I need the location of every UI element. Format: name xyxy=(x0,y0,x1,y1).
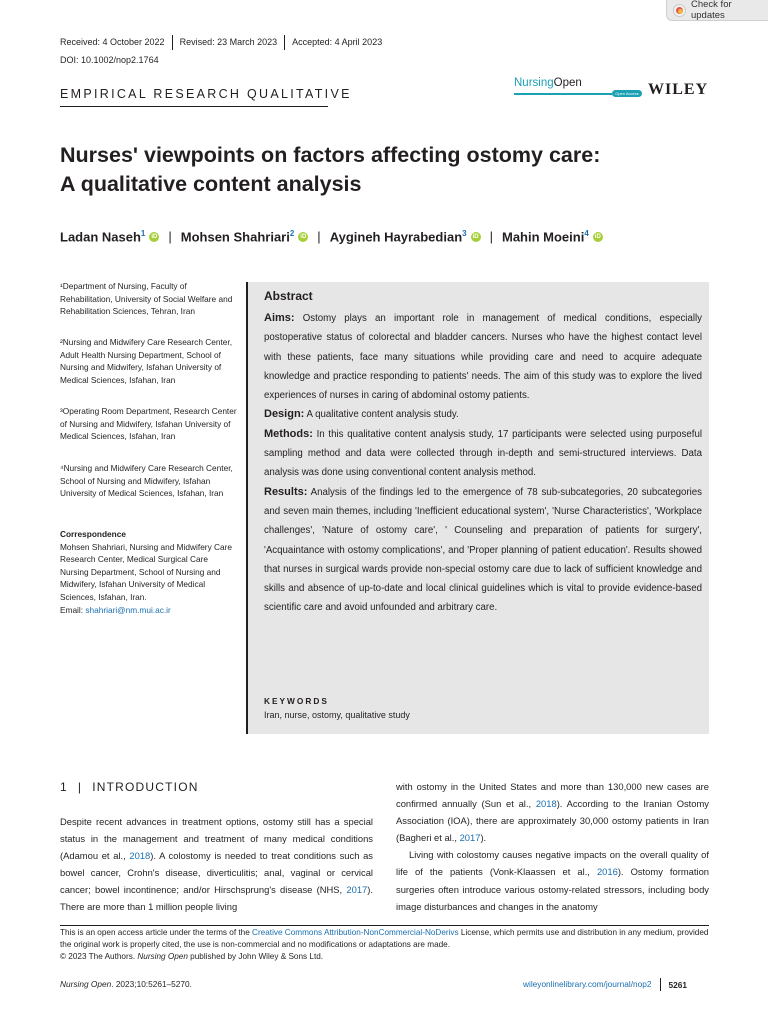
abstract-aims: Aims: Ostomy plays an important role in management of medical conditions, especially postoperative status of colorectal and bladder cancers. Nurses who have the highest contact level with these patients, face many situations while providing care and need to acquire adequate knowledge and practice responding to patients' needs. The aim of this study was to explore the lived experiences of nurses in caring of abdominal ostomy patients. xyxy=(264,312,702,402)
article-history xyxy=(60,35,389,50)
title-line-2: A qualitative content analysis xyxy=(60,172,362,196)
citation-link[interactable]: 2018 xyxy=(535,798,557,810)
abstract-design: Design: A qualitative content analysis study. xyxy=(264,408,459,421)
orcid-icon[interactable]: iD xyxy=(594,233,601,240)
keywords-list: Iran, nurse, ostomy, qualitative study xyxy=(264,710,410,720)
citation-link[interactable]: 2017 xyxy=(459,832,481,844)
article-title xyxy=(60,141,680,199)
correspondence-heading: Correspondence xyxy=(60,529,126,539)
body-column-left xyxy=(60,813,373,916)
correspondence-text: Mohsen Shahriari, Nursing and Midwifery Care Research Center, Medical Surgical Care Nursing Department, School of Nursing and Midwifery, Isfahan University of Medical Sciences, Isfahan, Iran. xyxy=(60,541,233,602)
article-type-label: EMPIRICAL RESEARCH QUALITATIVE xyxy=(60,87,352,101)
footer-citation: Nursing Open. 2023;10:5261–5270. xyxy=(60,979,192,989)
section-heading-introduction: 1 | INTRODUCTION xyxy=(60,780,199,794)
revised-date: Revised: 23 March 2023 xyxy=(173,35,286,50)
open-access-badge: Open Access xyxy=(612,90,642,97)
author[interactable]: Ladan Naseh$^1$ xyxy=(60,229,146,245)
abstract-methods: Methods: In this qualitative content analysis study, 17 participants were selected using purposeful sampling method and data were collected through in-depth and semi-structured interviews. Data analysis was done using conventional content analysis method. xyxy=(264,427,702,479)
affiliation-1: ¹Department of Nursing, Faculty of Rehabilitation, University of Social Welfare and Rehabilitation Sciences, Tehran, Iran xyxy=(60,281,233,317)
author-separator: | xyxy=(168,229,172,245)
body-column-right xyxy=(396,778,709,915)
author[interactable]: Mahin Moeini$^4$ xyxy=(501,229,589,245)
orcid-icon[interactable]: iD xyxy=(472,233,479,240)
title-line-1: Nurses' viewpoints on factors affecting ostomy care: xyxy=(60,143,601,167)
license-text: This is an open access article under the terms of the Creative Commons Attribution-NonCommercial-NoDerivs License, which permits use and distribution in any medium, provided the original work is properly cited, the use is non-commercial and no modifications or adaptations are made. xyxy=(60,928,709,949)
journal-name-part1: Nursing xyxy=(514,77,554,89)
affiliation-2: ²Nursing and Midwifery Care Research Center, Adult Health Nursing Department, School of Nursing and Midwifery, Isfahan University of Medical Sciences, Isfahan, Iran xyxy=(60,337,232,385)
journal-logo xyxy=(514,77,582,89)
citation-link[interactable]: 2016 xyxy=(596,866,618,878)
citation-link[interactable]: 2018 xyxy=(129,850,151,862)
abstract-box xyxy=(246,282,709,734)
license-footnote xyxy=(60,927,709,963)
footnote-rule xyxy=(60,925,709,926)
page-number: 5261 xyxy=(668,979,687,990)
check-for-updates-badge[interactable] xyxy=(666,0,768,21)
author-separator: | xyxy=(489,229,493,245)
received-date: Received: 4 October 2022 xyxy=(60,35,173,50)
keywords-heading: KEYWORDS xyxy=(264,696,329,706)
affiliation-3: ³Operating Room Department, Research Center of Nursing and Midwifery, Isfahan University of Medical Sciences, Isfahan, Iran xyxy=(60,406,237,442)
orcid-icon[interactable]: iD xyxy=(300,233,307,240)
correspondence-email-line: Email: shahriari@nm.mui.ac.ir xyxy=(60,604,171,615)
accepted-date: Accepted: 4 April 2023 xyxy=(292,37,383,47)
abstract-heading: Abstract xyxy=(264,289,313,303)
orcid-icon[interactable]: iD xyxy=(151,233,158,240)
publisher-logo: WILEY xyxy=(648,81,709,98)
author[interactable]: Aygineh Hayrabedian$^3$ xyxy=(329,229,467,245)
paragraph: with ostomy in the United States and more than 130,000 new cases are confirmed annually (Sun et al., 2018). According to the Iranian Ostomy Association (IOA), there are approximately 30,000 ostomy patients in Iran (Bagheri et al., 2017). xyxy=(396,781,709,844)
citation-link[interactable]: 2017 xyxy=(346,884,368,896)
section-rule xyxy=(60,106,328,107)
footer-right xyxy=(523,978,687,991)
email-link[interactable]: shahriari@nm.mui.ac.ir xyxy=(85,604,171,615)
correspondence xyxy=(60,528,238,616)
abstract-results: Results: Analysis of the findings led to the emergence of 78 sub-subcategories, 20 subcategories and seven main themes, including 'Inefficient educational system', 'Nurse Characteristics', 'Workplace challenges', 'Nature of ostomy care', ' Counseling and preparation of patients for surgery', 'Acquaintance with ostomy complications', and 'Proper planning of patient education'. Results showed that nurses in surgical wards provide non-special ostomy care due to lack of sufficient knowledge and skills and absence of up-to-date and local clinical guidelines which is vital to provide evidence-based scientific care and avoid unfounded and arbitrary care. xyxy=(264,485,702,614)
doi[interactable]: DOI: 10.1002/nop2.1764 xyxy=(60,55,159,65)
author[interactable]: Mohsen Shahriari$^2$ xyxy=(180,229,295,245)
check-for-updates-label: Check for updates xyxy=(690,0,732,21)
paragraph: Living with colostomy causes negative impacts on the overall quality of life of the patients (Vonk-Klaassen et al., 2016). Ostomy formation surgeries often introduce various ostomy-related stressors, including body image disturbances and changes in the anatomy xyxy=(396,849,709,912)
journal-logo-bar xyxy=(514,93,612,95)
author-list xyxy=(60,229,603,244)
paragraph: Despite recent advances in treatment options, ostomy still has a special status in the management and treatment of many medical conditions (Adamou et al., 2018). A colostomy is needed to treat conditions such as bowel cancer, Crohn's disease, diverticulitis; anal, vaginal or cervical cancer; bowel incontinence; and/or Hirschsprung's disease (NHS, 2017). There are more than 1 million people living xyxy=(60,816,373,913)
journal-url-link[interactable]: wileyonlinelibrary.com/journal/nop2 xyxy=(523,978,661,991)
affiliation-4: ⁴Nursing and Midwifery Care Research Center, School of Nursing and Midwifery, Isfahan University of Medical Sciences, Isfahan, Iran xyxy=(60,463,233,499)
author-separator: | xyxy=(317,229,321,245)
license-link[interactable]: Creative Commons Attribution-NonCommercial-NoDerivs xyxy=(252,928,459,937)
crossmark-icon xyxy=(673,4,686,17)
copyright-text: © 2023 The Authors. Nursing Open published by John Wiley & Sons Ltd. xyxy=(60,952,324,961)
journal-name-part2: Open xyxy=(553,77,582,89)
